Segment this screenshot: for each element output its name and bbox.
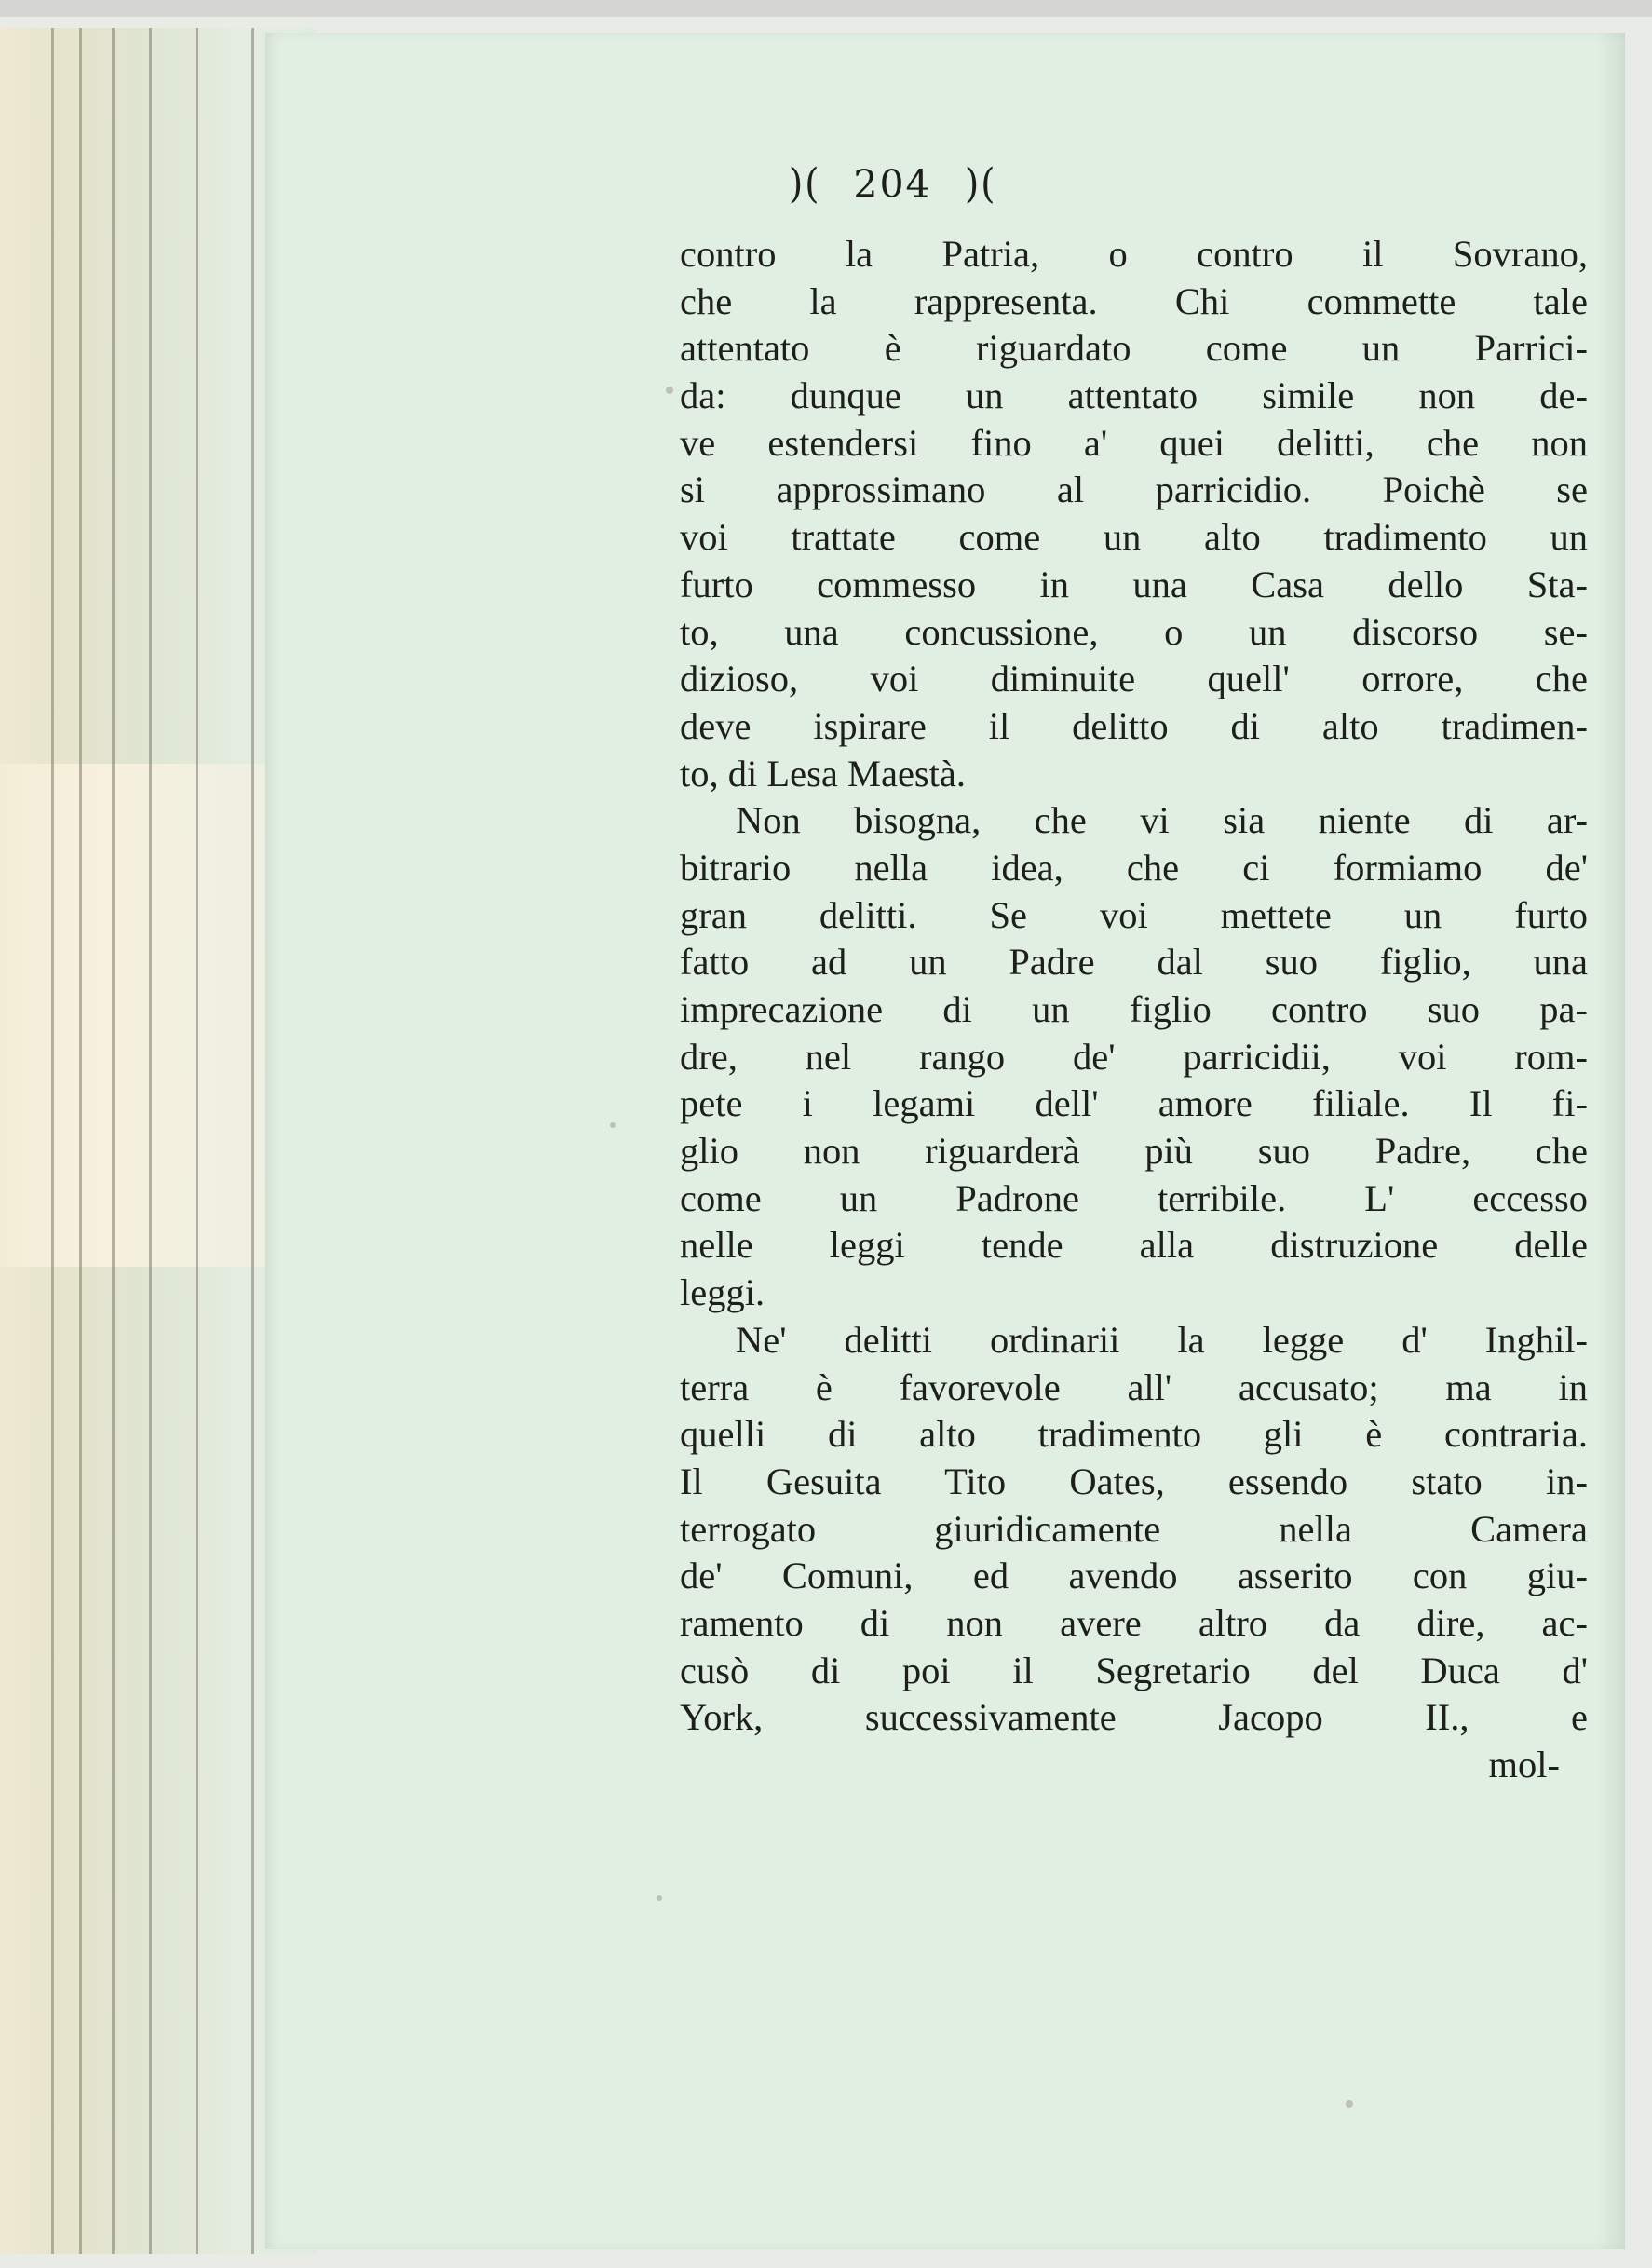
page-edge-line (51, 28, 54, 2254)
text-line: bitrario nella idea, che ci formiamo de' (680, 846, 1588, 889)
header-ornament-left: )( (788, 160, 821, 208)
page-stack-pale-band (0, 764, 279, 1267)
running-header (787, 160, 1253, 208)
paper-speck (666, 387, 673, 394)
text-line: gran delitti. Se voi mettete un furto (680, 893, 1588, 936)
text-line: furto commesso in una Casa dello Sta- (680, 563, 1588, 605)
text-line: come un Padrone terribile. L' eccesso (680, 1176, 1588, 1219)
text-line: Non bisogna, che vi sia niente di ar- (736, 799, 1588, 842)
text-line: che la rappresenta. Chi commette tale (680, 279, 1588, 322)
paper-speck (1346, 2100, 1353, 2108)
page-edge-line (112, 28, 115, 2254)
catchword: mol- (1488, 1744, 1560, 1786)
page-number: 204 (853, 162, 932, 207)
text-line: leggi. (680, 1271, 765, 1314)
text-line: si approssimano al parricidio. Poichè se (680, 469, 1588, 511)
scanner-top-band (0, 0, 1652, 17)
text-line: pete i legami dell' amore filiale. Il fi- (680, 1082, 1588, 1125)
text-line: to, di Lesa Maestà. (680, 752, 967, 794)
header-ornament-right: )( (964, 160, 997, 208)
text-line: fatto ad un Padre dal suo figlio, una (680, 941, 1588, 984)
page-edge-line (251, 28, 254, 2254)
page-body-text (680, 231, 1588, 1789)
text-line: contro la Patria, o contro il Sovrano, (680, 233, 1588, 275)
text-line: terrogato giuridicamente nella Camera (680, 1507, 1588, 1550)
text-line: ve estendersi fino a' quei delitti, che non (680, 421, 1588, 464)
text-line: nelle leggi tende alla distruzione delle (680, 1224, 1588, 1267)
text-line: attentato è riguardato come un Parrici- (680, 327, 1588, 370)
page-right-shadow (1597, 33, 1625, 2249)
text-line: Il Gesuita Tito Oates, essendo stato in- (680, 1460, 1588, 1502)
text-line: to, una concussione, o un discorso se- (680, 610, 1588, 653)
text-line: glio non riguarderà più suo Padre, che (680, 1130, 1588, 1173)
text-line: cusò di poi il Segretario del Duca d' (680, 1649, 1588, 1691)
text-line: dizioso, voi diminuite quell' orrore, che (680, 658, 1588, 700)
paper-speck (657, 1895, 662, 1901)
text-line: dre, nel rango de' parricidii, voi rom- (680, 1035, 1588, 1078)
text-line: Ne' delitti ordinarii la legge d' Inghil- (736, 1318, 1588, 1361)
text-line: York, successivamente Jacopo II., e (680, 1696, 1588, 1739)
text-line: voi trattate come un alto tradimento un (680, 516, 1588, 559)
text-line: deve ispirare il delitto di alto tradimen- (680, 704, 1588, 747)
text-line: quelli di alto tradimento gli è contraria. (680, 1413, 1588, 1456)
page-edge-line (149, 28, 152, 2254)
paper-speck (610, 1122, 616, 1128)
text-line: da: dunque un attentato simile non de- (680, 374, 1588, 417)
text-line: imprecazione di un figlio contro suo pa- (680, 988, 1588, 1030)
text-line: ramento di non avere altro da dire, ac- (680, 1601, 1588, 1644)
text-line: de' Comuni, ed avendo asserito con giu- (680, 1555, 1588, 1597)
text-line: terra è favorevole all' accusato; ma in (680, 1365, 1588, 1408)
page-edge-line (79, 28, 82, 2254)
page-edge-line (196, 28, 198, 2254)
